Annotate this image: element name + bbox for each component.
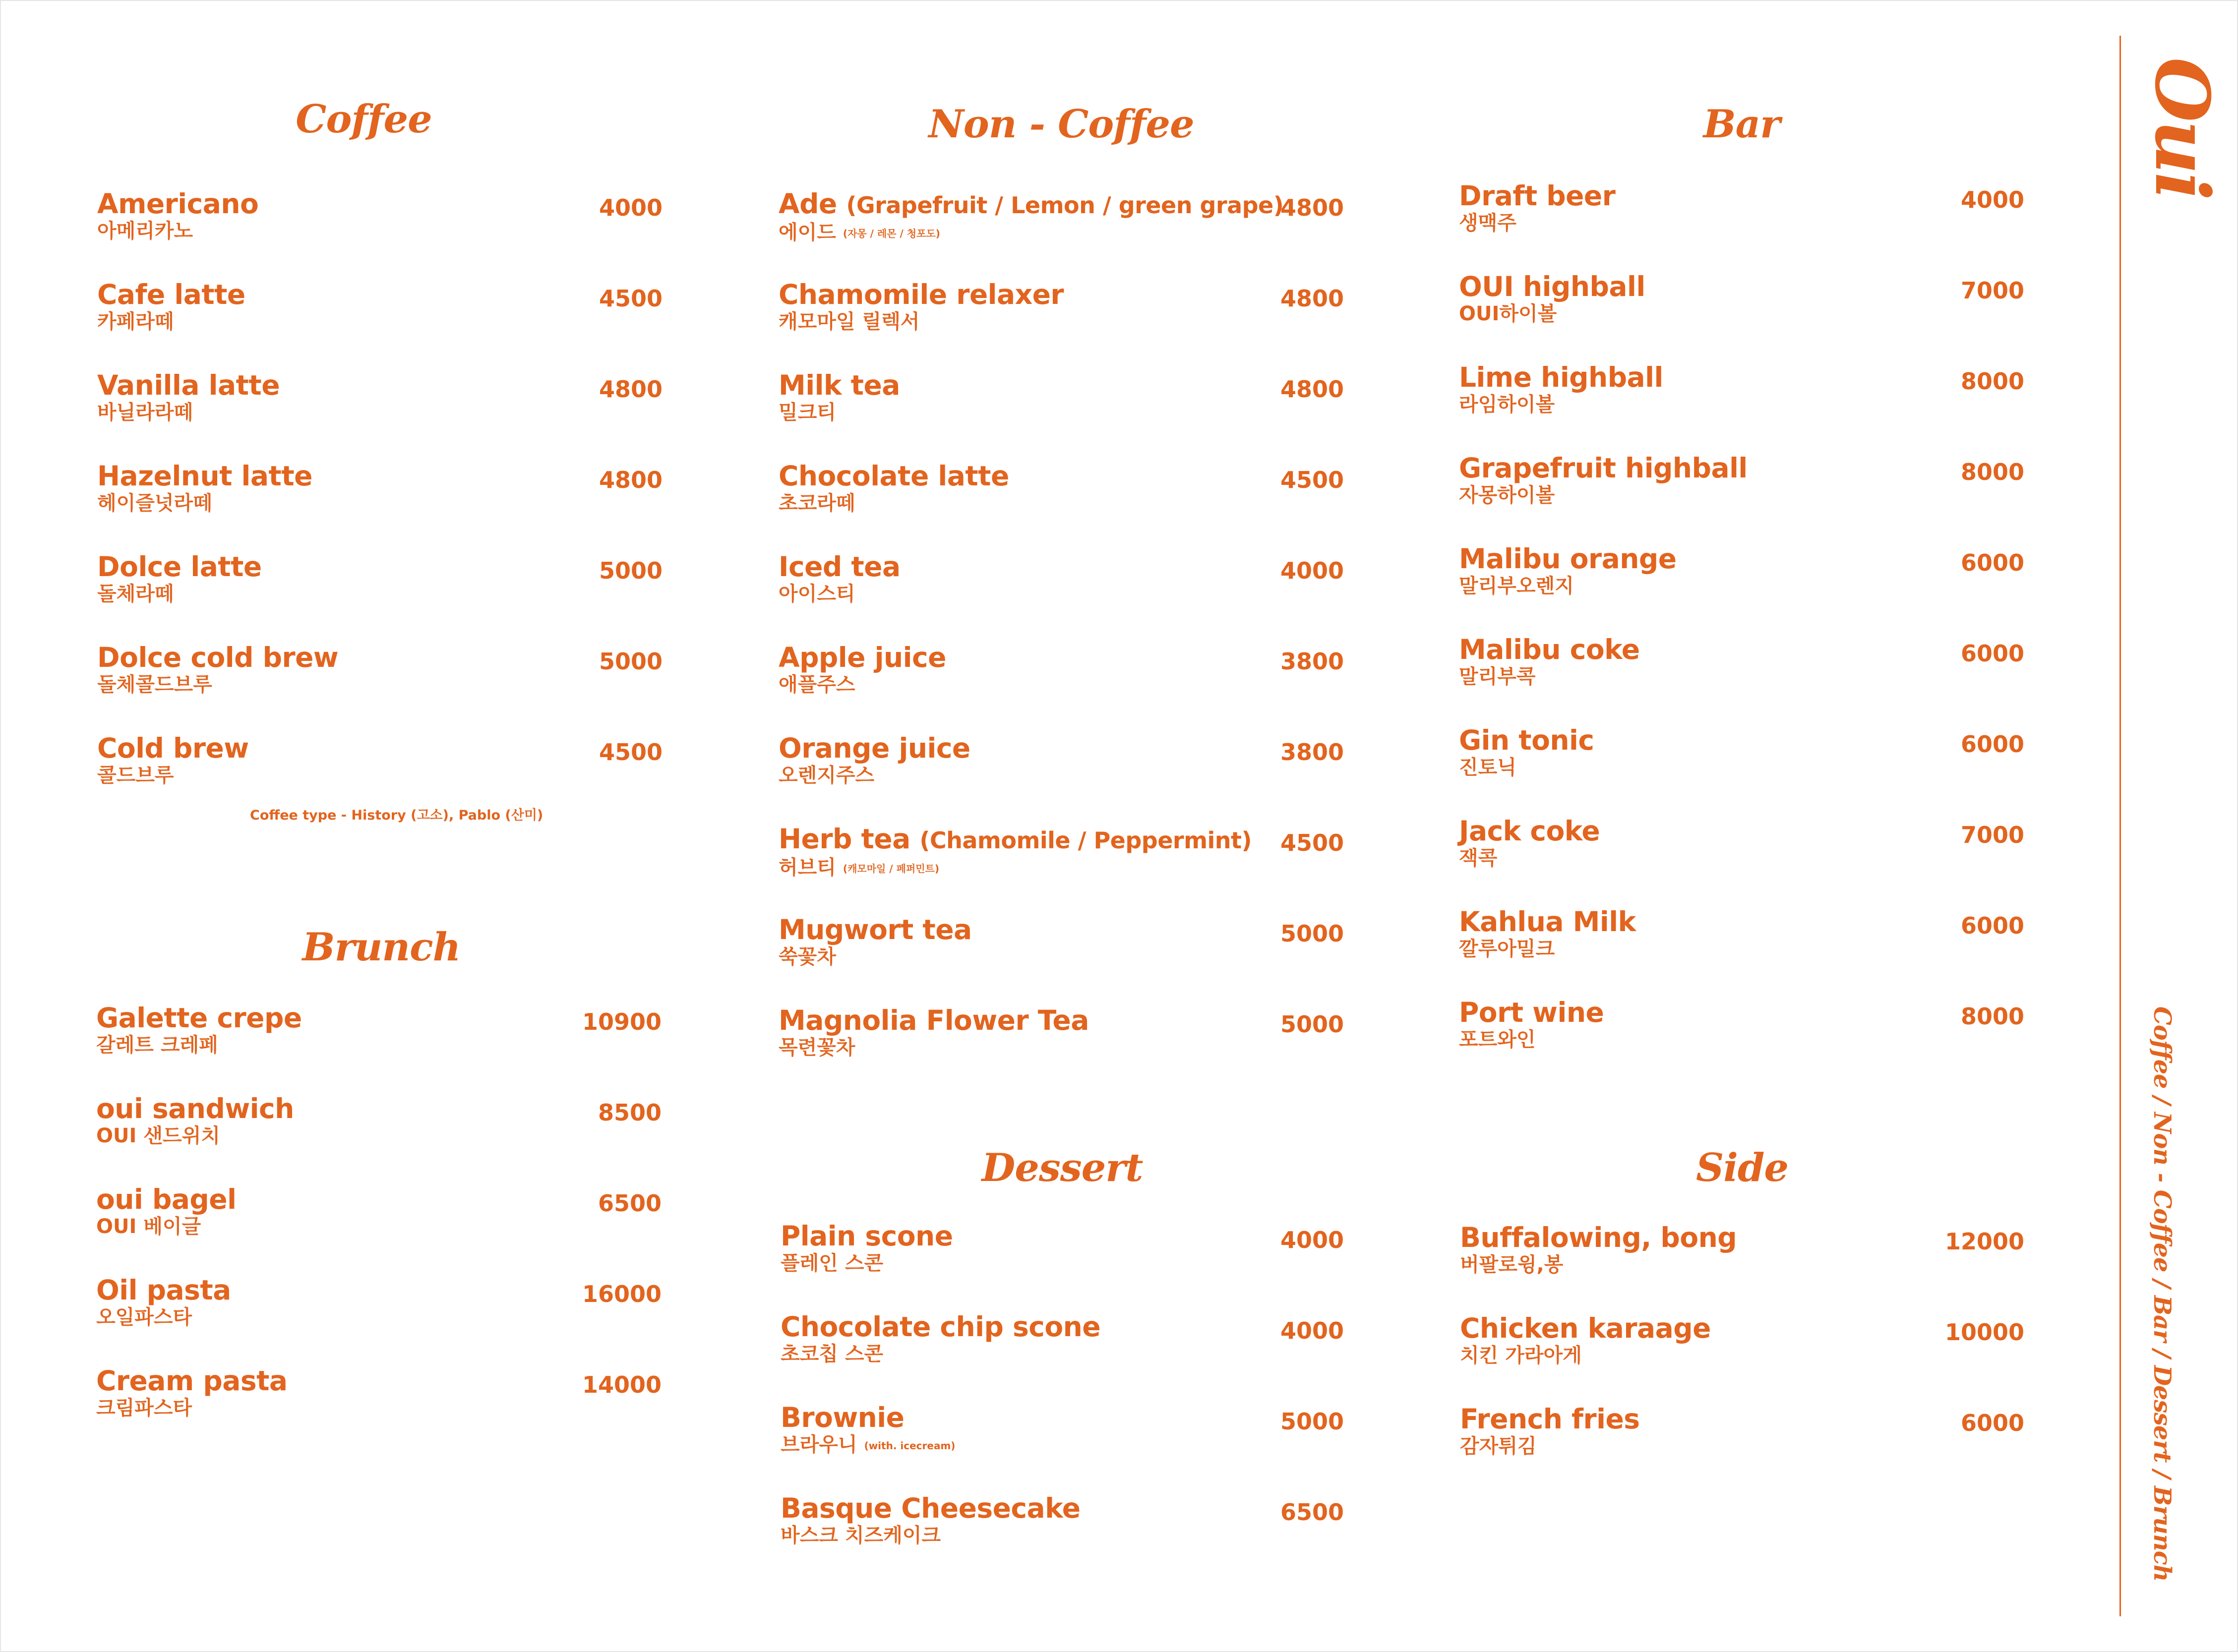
menu-item-korean — [779, 491, 1344, 515]
menu-item-korean — [1459, 393, 2024, 416]
menu-item — [1459, 634, 2024, 689]
menu-item — [96, 1093, 662, 1148]
menu-item-price: 12000 — [1944, 1228, 2024, 1255]
menu-item-korean — [97, 491, 663, 515]
menu-item-name-text: Vanilla latte — [97, 369, 280, 401]
menu-item-korean-text: 돌체콜드브루 — [97, 673, 212, 696]
menu-item-price: 4000 — [1280, 557, 1344, 584]
menu-item-name-text: Plain scone — [781, 1220, 953, 1252]
menu-item-korean — [781, 1251, 1344, 1275]
menu-item-korean-text: 초코라떼 — [779, 492, 855, 515]
menu-item-korean-text: 포트와인 — [1459, 1028, 1536, 1051]
menu-item-name-text: Cafe latte — [97, 279, 245, 310]
menu-item-price: 8000 — [1960, 368, 2024, 395]
menu-item-price: 5000 — [1280, 920, 1344, 947]
menu-item-price: 6000 — [1960, 549, 2024, 576]
menu-item-price: 4800 — [1280, 376, 1344, 403]
menu-item-price: 8500 — [598, 1099, 662, 1126]
menu-item-name-text: OUI highball — [1459, 271, 1645, 302]
menu-item-korean — [97, 764, 663, 787]
section-title-bar: Bar — [1703, 102, 1780, 147]
menu-item — [96, 1365, 662, 1420]
menu-item-korean-text: 라임하이볼 — [1459, 393, 1555, 416]
menu-item-korean-text: 카페라떼 — [97, 310, 174, 333]
menu-item-korean-text: 생맥주 — [1459, 212, 1516, 235]
menu-item-price: 5000 — [1280, 1011, 1344, 1038]
menu-item-name-text: Ade — [779, 188, 837, 220]
menu-item-korean-text: 브라우니 — [781, 1433, 857, 1456]
menu-item — [1459, 543, 2024, 598]
menu-item-korean-text: 플레인 스콘 — [781, 1252, 884, 1275]
menu-item-name — [781, 1402, 1344, 1433]
menu-item-korean — [779, 401, 1344, 424]
menu-item-name — [779, 914, 1344, 945]
section-title-side: Side — [1695, 1145, 1789, 1190]
menu-item-price: 7000 — [1960, 822, 2024, 848]
menu-item-name — [96, 1365, 662, 1396]
menu-item-price: 6000 — [1960, 731, 2024, 758]
menu-item-note: (캐모마일 / 페퍼민트) — [843, 863, 939, 875]
menu-item-name — [96, 1003, 662, 1033]
menu-item-name — [97, 370, 663, 401]
menu-item-korean-text: 말리부오렌지 — [1459, 575, 1574, 597]
menu-item-korean — [1460, 1434, 2024, 1458]
menu-item-korean — [97, 219, 663, 243]
menu-item-name — [781, 1311, 1344, 1342]
menu-item — [1459, 362, 2024, 416]
menu-item-name-text: Brownie — [781, 1402, 905, 1433]
menu-item-korean — [1459, 574, 2024, 598]
menu-item-name — [1459, 725, 2024, 756]
menu-item-name-text: Port wine — [1459, 997, 1604, 1028]
menu-item-name — [1460, 1313, 2024, 1344]
menu-item-korean-text: 초코칩 스콘 — [781, 1343, 884, 1365]
brand-logo-text: Oui — [2138, 57, 2226, 199]
menu-item-name-text: oui sandwich — [96, 1093, 294, 1124]
menu-item-name — [96, 1093, 662, 1124]
menu-item-price: 4800 — [1280, 194, 1344, 221]
menu-item — [97, 279, 663, 334]
menu-item-name — [97, 551, 663, 582]
menu-item-korean-text: 치킨 가라아게 — [1460, 1344, 1582, 1367]
menu-item — [1460, 1313, 2024, 1367]
menu-item-price: 4000 — [1280, 1227, 1344, 1253]
menu-item-options: (Grapefruit / Lemon / green grape) — [846, 192, 1284, 219]
menu-item-name — [781, 1221, 1344, 1251]
menu-item-name-text: French fries — [1460, 1403, 1640, 1435]
menu-item-price: 6000 — [1960, 912, 2024, 939]
menu-item — [779, 642, 1344, 697]
menu-item-korean — [781, 1433, 1344, 1458]
menu-item-korean — [1459, 846, 2024, 870]
menu-item — [779, 733, 1344, 787]
menu-item-price: 4500 — [599, 739, 663, 766]
menu-item-korean-text: OUI 베이글 — [96, 1215, 201, 1238]
menu-item-korean — [779, 856, 1344, 881]
menu-item-price: 4000 — [1960, 186, 2024, 213]
menu-item-name — [97, 733, 663, 764]
menu-item-name — [96, 1184, 662, 1215]
menu-item — [1459, 271, 2024, 326]
menu-item-korean-text: 아이스티 — [779, 583, 855, 605]
menu-item-korean-text: 깔루아밀크 — [1459, 938, 1555, 960]
side-nav-text: Coffee / Non - Coffee / Bar / Dessert / Brunch — [2148, 1006, 2176, 1582]
menu-item-korean — [96, 1396, 662, 1420]
menu-item-name-text: Hazelnut latte — [97, 460, 312, 492]
menu-item-name — [779, 551, 1344, 582]
menu-item-price: 5000 — [599, 648, 663, 675]
menu-item-korean-text: 갈레트 크레페 — [96, 1034, 218, 1057]
menu-item-korean-text: 진토닉 — [1459, 756, 1516, 779]
menu-item — [779, 824, 1344, 881]
menu-item-name-text: Basque Cheesecake — [781, 1492, 1081, 1524]
menu-item-price: 16000 — [582, 1281, 662, 1307]
menu-item-korean — [1459, 665, 2024, 689]
menu-item-name — [779, 733, 1344, 764]
menu-item-name — [1460, 1404, 2024, 1434]
menu-item-korean-text: 애플주스 — [779, 673, 855, 696]
menu-item-name-text: Cream pasta — [96, 1365, 288, 1397]
menu-item — [97, 551, 663, 606]
menu-item — [1460, 1404, 2024, 1458]
menu-item-name-text: Herb tea — [779, 823, 910, 855]
menu-item-name-text: Magnolia Flower Tea — [779, 1004, 1089, 1036]
brand-logo — [2138, 54, 2226, 202]
menu-item-name-text: Chocolate latte — [779, 460, 1009, 492]
menu-item-korean — [1459, 937, 2024, 961]
menu-item-korean-text: 헤이즐넛라떼 — [97, 492, 212, 515]
menu-item-name — [779, 461, 1344, 491]
menu-item-name-text: Chamomile relaxer — [779, 279, 1064, 310]
menu-item-price: 5000 — [599, 557, 663, 584]
menu-item-korean — [779, 945, 1344, 969]
menu-item-korean — [1459, 1028, 2024, 1052]
menu-item — [779, 551, 1344, 606]
menu-item-korean-text: 바스크 치즈케이크 — [781, 1524, 941, 1547]
menu-item-korean-text: 버팔로윙,봉 — [1460, 1253, 1564, 1276]
menu-item-korean-text: 감자튀김 — [1460, 1435, 1537, 1458]
menu-item-korean — [781, 1342, 1344, 1366]
menu-item-korean — [779, 673, 1344, 697]
menu-item-korean-text: 아메리카노 — [97, 220, 193, 242]
menu-item-price: 6500 — [598, 1190, 662, 1217]
menu-item — [781, 1221, 1344, 1275]
menu-item — [97, 370, 663, 424]
menu-item-korean — [1460, 1253, 2024, 1277]
menu-item-price: 4000 — [599, 194, 663, 221]
menu-item-korean-text: 자몽하이볼 — [1459, 484, 1555, 507]
menu-item-name-text: Kahlua Milk — [1459, 906, 1636, 938]
menu-item-korean-text: 돌체라떼 — [97, 583, 174, 605]
menu-item — [1459, 816, 2024, 870]
menu-item-name-text: Buffalowing, bong — [1460, 1222, 1737, 1253]
menu-item-name — [1459, 180, 2024, 211]
menu-item-name-text: Malibu coke — [1459, 634, 1640, 665]
menu-item-name — [779, 279, 1344, 310]
menu-item-name-text: Dolce latte — [97, 551, 262, 583]
side-divider — [2119, 36, 2121, 1616]
menu-item-note: (with. icecream) — [864, 1440, 956, 1452]
menu-item-price: 6000 — [1960, 640, 2024, 667]
menu-item-name — [97, 188, 663, 219]
menu-item-price: 4800 — [1280, 285, 1344, 312]
menu-item-name-text: oui bagel — [96, 1183, 237, 1215]
menu-item-price: 4000 — [1280, 1317, 1344, 1344]
menu-item-korean-text: 잭콕 — [1459, 847, 1498, 870]
side-nav — [2127, 1006, 2197, 1587]
menu-item-price: 4500 — [1280, 829, 1344, 856]
menu-item-name-text: Americano — [97, 188, 259, 220]
menu-item-korean-text: 오일파스타 — [96, 1306, 192, 1329]
section-title-coffee: Coffee — [296, 97, 432, 142]
menu-item-korean-text: 목련꽃차 — [779, 1036, 855, 1059]
menu-item-name — [1459, 362, 2024, 393]
menu-item-name — [1459, 543, 2024, 574]
menu-item-name-text: Chocolate chip scone — [781, 1311, 1101, 1343]
menu-item-korean — [96, 1033, 662, 1057]
menu-item-price: 8000 — [1960, 1003, 2024, 1030]
menu-item-name — [779, 188, 1344, 221]
menu-item-name-text: Dolce cold brew — [97, 642, 339, 673]
menu-item-name — [1459, 997, 2024, 1028]
menu-item-name — [1459, 634, 2024, 665]
menu-item — [97, 188, 663, 243]
menu-item-korean-text: 바닐라라떼 — [97, 401, 193, 424]
menu-item-name-text: Galette crepe — [96, 1002, 302, 1034]
menu-item-options: (Chamomile / Peppermint) — [919, 827, 1252, 854]
menu-item-name-text: Iced tea — [779, 551, 901, 583]
section-title-noncoffee: Non - Coffee — [928, 102, 1194, 147]
menu-item-name-text: Oil pasta — [96, 1274, 231, 1306]
menu-item-price: 14000 — [582, 1371, 662, 1398]
menu-item-price: 4500 — [1280, 467, 1344, 493]
menu-item-name-text: Cold brew — [97, 732, 249, 764]
menu-item-price: 4800 — [599, 467, 663, 493]
menu-item-korean — [97, 673, 663, 697]
menu-item-price: 7000 — [1960, 277, 2024, 304]
menu-item-name — [97, 461, 663, 491]
menu-item-korean-text: 쑥꽃차 — [779, 945, 836, 968]
menu-item — [1459, 453, 2024, 507]
menu-item-korean — [779, 310, 1344, 334]
menu-item — [779, 914, 1344, 969]
menu-item-name — [1460, 1222, 2024, 1253]
section-title-brunch: Brunch — [302, 925, 461, 970]
menu-item-name — [779, 370, 1344, 401]
menu-item-name — [779, 642, 1344, 673]
menu-item-name — [1459, 453, 2024, 483]
menu-item — [1459, 906, 2024, 961]
menu-item-name-text: Milk tea — [779, 369, 900, 401]
menu-item-korean — [96, 1305, 662, 1329]
menu-item — [779, 1005, 1344, 1060]
menu-item-name — [1459, 271, 2024, 302]
section-title-dessert: Dessert — [981, 1145, 1143, 1190]
menu-item-name-text: Apple juice — [779, 642, 946, 673]
menu-item-korean — [1459, 756, 2024, 779]
menu-item-name-text: Jack coke — [1459, 815, 1600, 847]
menu-item-korean-text: 오렌지주스 — [779, 764, 875, 787]
menu-item-korean-text: 크림파스타 — [96, 1397, 192, 1419]
menu-item-price: 6500 — [1280, 1499, 1344, 1526]
menu-item-name — [96, 1275, 662, 1305]
menu-item-name — [1459, 906, 2024, 937]
menu-item-name-text: Chicken karaage — [1460, 1312, 1711, 1344]
menu-item-korean-text: 콜드브루 — [97, 764, 174, 787]
menu-item-name-text: Mugwort tea — [779, 914, 972, 945]
menu-item — [779, 461, 1344, 515]
menu-item-name-text: Malibu orange — [1459, 543, 1677, 575]
menu-item-korean — [97, 310, 663, 334]
menu-item-korean — [96, 1215, 662, 1239]
menu-item-price: 8000 — [1960, 459, 2024, 485]
menu-item-name — [779, 1005, 1344, 1036]
menu-item-name — [1459, 816, 2024, 846]
menu-item — [779, 279, 1344, 334]
menu-item — [1460, 1222, 2024, 1277]
menu-item-name-text: Draft beer — [1459, 180, 1616, 212]
menu-item — [1459, 725, 2024, 779]
menu-item — [96, 1184, 662, 1239]
menu-item-name-text: Gin tonic — [1459, 724, 1594, 756]
menu-item-korean — [97, 401, 663, 424]
menu-item-price: 4500 — [599, 285, 663, 312]
menu-item — [779, 370, 1344, 424]
menu-item — [779, 188, 1344, 245]
menu-item-korean — [97, 582, 663, 606]
menu-item — [1459, 180, 2024, 235]
menu-item — [97, 642, 663, 697]
menu-item-name — [779, 824, 1344, 856]
menu-item-korean — [1460, 1344, 2024, 1367]
menu-item-price: 3800 — [1280, 648, 1344, 675]
menu-item-korean — [1459, 483, 2024, 507]
menu-item-price: 3800 — [1280, 739, 1344, 766]
menu-item — [96, 1003, 662, 1057]
menu-item-price: 5000 — [1280, 1408, 1344, 1435]
menu-item-korean-text: 허브티 — [779, 856, 836, 879]
menu-item-korean — [779, 221, 1344, 245]
menu-item-name — [97, 642, 663, 673]
menu-item-korean — [781, 1524, 1344, 1547]
menu-item-korean — [96, 1124, 662, 1148]
menu-item — [96, 1275, 662, 1329]
menu-item-name-text: Lime highball — [1459, 361, 1663, 393]
menu-item-name — [781, 1493, 1344, 1524]
menu-item-korean — [779, 1036, 1344, 1060]
menu-item — [781, 1493, 1344, 1547]
menu-item-korean — [1459, 211, 2024, 235]
menu-item-price: 6000 — [1960, 1410, 2024, 1436]
menu-item — [781, 1402, 1344, 1458]
menu-item — [97, 733, 663, 787]
menu-item-korean-text: 말리부콕 — [1459, 665, 1536, 688]
menu-item-korean — [779, 582, 1344, 606]
menu-item-name-text: Grapefruit highball — [1459, 452, 1748, 484]
menu-item-price: 10000 — [1944, 1319, 2024, 1346]
menu-item-name — [97, 279, 663, 310]
menu-item — [781, 1311, 1344, 1366]
menu-item-note: (자몽 / 레몬 / 청포도) — [843, 228, 940, 239]
menu-item-price: 10900 — [582, 1008, 662, 1035]
menu-item-korean-text: OUI 샌드위치 — [96, 1124, 220, 1147]
menu-item-korean-text: OUI하이볼 — [1459, 302, 1557, 325]
menu-item-korean-text: 캐모마일 릴렉서 — [779, 310, 920, 333]
coffee-footnote: Coffee type - History (고소), Pablo (산미) — [250, 808, 544, 823]
menu-item — [1459, 997, 2024, 1052]
menu-item-korean — [1459, 302, 2024, 326]
menu-item-name-text: Orange juice — [779, 732, 970, 764]
menu-item — [97, 461, 663, 515]
menu-item-korean-text: 밀크티 — [779, 401, 836, 424]
menu-item-korean-text: 에이드 — [779, 221, 836, 244]
menu-item-price: 4800 — [599, 376, 663, 403]
menu-item-korean — [779, 764, 1344, 787]
